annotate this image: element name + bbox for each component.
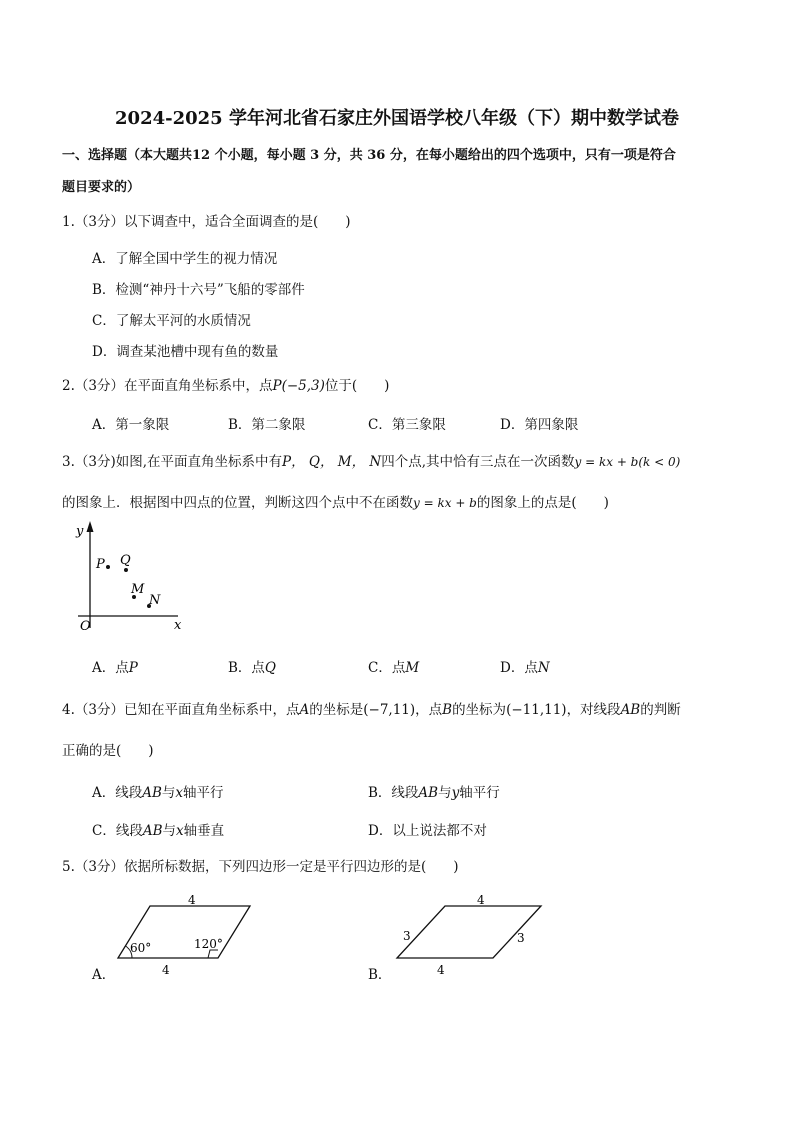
q4-point-a: A <box>299 702 310 718</box>
y-axis-arrow-icon <box>87 521 94 532</box>
q4-text1: 4.（3分）已知在平面直角坐标系中，点 <box>62 702 300 718</box>
angle-120-mark <box>208 950 218 958</box>
section-heading-cont: 题目要求的） <box>62 180 141 195</box>
q4-option-d[interactable]: D．以上说法都不对 <box>368 823 487 839</box>
fig-a-top-label: 4 <box>188 893 196 907</box>
q4-option-c-mid: 与 <box>162 823 177 839</box>
point-q-dot <box>124 568 128 572</box>
q1-option-a[interactable]: A．了解全国中学生的视力情况 <box>92 251 278 267</box>
q4-option-c-post: 轴垂直 <box>183 823 225 839</box>
q4-coord-a: (−7,11) <box>363 702 416 718</box>
q4-segment-ab: AB <box>620 702 641 718</box>
q3-option-c[interactable] <box>368 656 419 676</box>
q1-option-d[interactable]: D．调查某池槽中现有鱼的数量 <box>92 344 279 360</box>
q4-option-c-ab: AB <box>142 823 163 839</box>
q5-option-a-label[interactable]: A． <box>92 967 116 983</box>
q3-option-a-text: A．点 <box>92 660 129 676</box>
q2-option-c[interactable]: C．第三象限 <box>368 417 446 433</box>
q4-text5: ，对线段 <box>566 702 621 718</box>
x-axis-label: x <box>174 618 182 633</box>
q3-points: P， Q， M， N <box>282 454 382 470</box>
q4-text6: 的判断 <box>640 702 681 718</box>
q3-option-d[interactable] <box>500 656 550 676</box>
q4-option-a[interactable] <box>92 781 224 801</box>
q2-point: P(−5,3) <box>272 378 325 394</box>
q4-option-a-post: 轴平行 <box>183 785 224 801</box>
fig-a-angle-60: 60° <box>130 941 152 955</box>
origin-label: O <box>80 619 91 634</box>
q3-stem-text2: 四个点,其中恰有三点在一次函数 <box>381 454 575 470</box>
exam-title: 2024-2025 学年河北省石家庄外国语学校八年级（下）期中数学试卷 <box>115 108 679 129</box>
y-axis-label: y <box>76 524 84 539</box>
q3-stem-text3: 的图象上．根据图中四点的位置，判断这四个点中不在函数 <box>62 495 413 511</box>
q3-option-a[interactable] <box>92 656 138 676</box>
q4-coord-b: (−11,11) <box>506 702 567 718</box>
q4-stem-line2: 正确的是( ) <box>62 743 154 759</box>
q2-option-a[interactable]: A．第一象限 <box>92 417 170 433</box>
q4-text3: ，点 <box>415 702 443 718</box>
q4-option-c-text: C．线段 <box>92 823 143 839</box>
q4-text2: 的坐标是 <box>309 702 364 718</box>
q4-text4: 的坐标为 <box>452 702 507 718</box>
q2-option-b[interactable]: B．第二象限 <box>228 417 306 433</box>
q5-figure-b-parallelogram <box>385 890 555 978</box>
q3-function2: y = kx + b <box>413 496 477 510</box>
q3-option-d-point: N <box>537 660 550 676</box>
q4-option-b-mid: 与 <box>438 785 452 801</box>
q5-stem: 5.（3分）依据所标数据，下列四边形一定是平行四边形的是( ) <box>62 859 459 875</box>
q4-option-a-mid: 与 <box>161 785 176 801</box>
q4-option-a-x: x <box>175 785 184 801</box>
q5-figure-a-parallelogram <box>112 890 262 978</box>
q3-option-b-text: B．点 <box>228 660 265 676</box>
section-heading: 一、选择题（本大题共12 个小题，每小题 3 分，共 36 分，在每小题给出的四个选项中，只有一项是符合 <box>62 148 676 163</box>
q1-stem: 1.（3分）以下调查中，适合全面调查的是( ) <box>62 214 351 230</box>
q4-option-a-text: A．线段 <box>92 785 143 801</box>
q3-stem-line2 <box>62 491 609 511</box>
point-p-dot <box>106 565 110 569</box>
q4-point-b: B <box>442 702 453 718</box>
q4-option-c-x: x <box>176 823 184 839</box>
point-p-label: P <box>96 557 105 572</box>
q2-stem-prefix: 2.（3分）在平面直角坐标系中，点 <box>62 378 273 394</box>
q4-option-b-ab: AB <box>418 785 439 801</box>
fig-a-angle-120: 120° <box>194 937 223 951</box>
point-m-label: M <box>131 582 145 597</box>
point-q-label: Q <box>120 553 131 568</box>
q4-stem-line1 <box>62 698 681 718</box>
fig-b-top-label: 4 <box>477 893 485 907</box>
q4-option-b-text: B．线段 <box>368 785 419 801</box>
q3-coordinate-figure <box>70 518 195 643</box>
q3-option-b[interactable] <box>228 656 276 676</box>
fig-b-left-label: 3 <box>403 929 411 943</box>
q3-stem-text: 3.（3分)如图,在平面直角坐标系中有 <box>62 454 283 470</box>
fig-a-bottom-label: 4 <box>162 963 170 977</box>
fig-b-bottom-label: 4 <box>437 963 445 977</box>
q3-stem-line1 <box>62 450 680 470</box>
q3-option-b-point: Q <box>264 660 276 676</box>
q4-option-b[interactable] <box>368 781 500 801</box>
fig-b-right-label: 3 <box>517 931 525 945</box>
q2-stem <box>62 374 389 394</box>
q4-option-b-post: 轴平行 <box>459 785 500 801</box>
q3-option-c-text: C．点 <box>368 660 406 676</box>
q2-stem-suffix: 位于( ) <box>324 378 390 394</box>
q1-option-b[interactable]: B．检测“神丹十六号”飞船的零部件 <box>92 282 305 298</box>
q5-option-b-label[interactable]: B． <box>368 967 392 983</box>
q3-stem-text4: 的图象上的点是( ) <box>476 495 609 511</box>
q4-option-b-y: y <box>451 785 460 801</box>
q4-option-a-ab: AB <box>142 785 162 801</box>
q3-option-c-point: M <box>405 660 420 676</box>
point-n-label: N <box>149 593 161 608</box>
q1-option-c[interactable]: C．了解太平河的水质情况 <box>92 313 251 329</box>
q4-option-c[interactable] <box>92 819 224 839</box>
q3-function: y = kx + b(k < 0) <box>574 455 681 469</box>
q3-option-d-text: D．点 <box>500 660 538 676</box>
q3-option-a-point: P <box>128 660 138 676</box>
q2-option-d[interactable]: D．第四象限 <box>500 417 579 433</box>
